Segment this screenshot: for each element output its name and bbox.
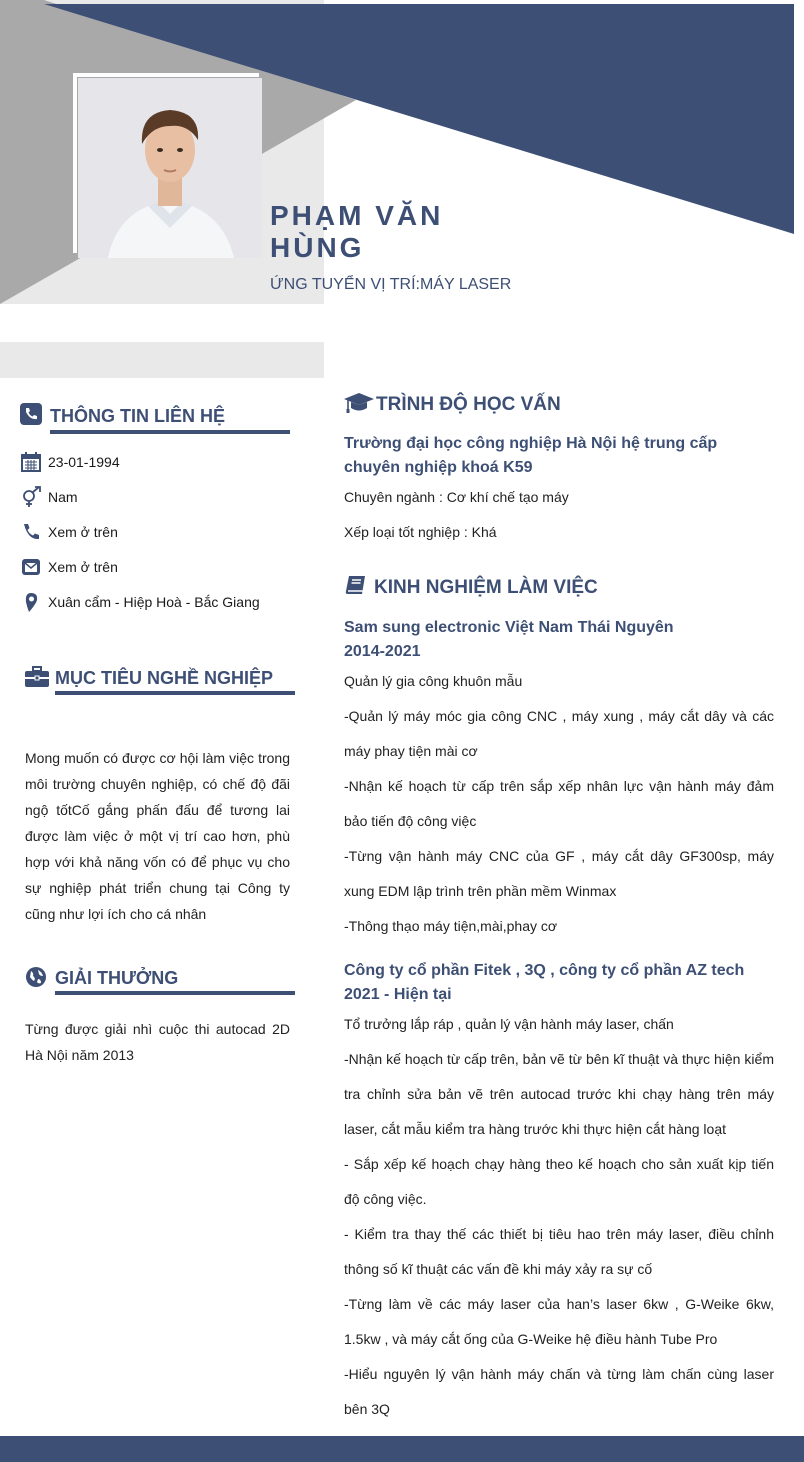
contact-address: [20, 590, 260, 614]
envelope-icon: [20, 556, 42, 578]
contact-phone-text: Xem ở trên: [48, 524, 118, 540]
job-company: Sam sung electronic Việt Nam Thái Nguyên: [344, 619, 674, 636]
awards-text: Từng được giải nhì cuộc thi autocad 2D Hà Nội năm 2013: [25, 1021, 290, 1063]
graduation-cap-icon: [344, 391, 374, 415]
job-line: -Quản lý máy móc gia công CNC , máy xung , máy cắt dây và các máy phay tiện mài cơ: [344, 708, 774, 759]
objective-text: Mong muốn có được cơ hội làm việc trong môi trường chuyên nghiệp, có chế độ đãi ngộ tốtCố gắng phấn đấu để tương lai được làm việc ở một vị trí cao hơn, phù hợp với khả năng vốn có để phục vụ cho sự nghiệp phát triển chung tại Công ty cũng như lợi ích cho cá nhân: [25, 750, 290, 922]
globe-icon: [25, 966, 47, 988]
calendar-icon: [20, 451, 42, 473]
job-line: - Kiểm tra thay thế các thiết bị tiêu hao trên máy laser, điều chỉnh thông số kĩ thuật các vấn đề khi máy xảy ra sự cố: [344, 1226, 774, 1277]
candidate-name-line2: HÙNG: [270, 232, 365, 263]
job-line: -Từng làm về các máy laser của han’s laser 6kw , G-Weike 6kw, 1.5kw , và máy cắt ống của G-Weike hệ điều hành Tube Pro: [344, 1296, 774, 1347]
job-company: Công ty cổ phần Fitek , 3Q , công ty cổ phần AZ tech: [344, 962, 745, 979]
contact-gender: [20, 485, 78, 509]
contact-email: [20, 555, 118, 579]
education-block: [344, 432, 774, 550]
job-line: Tổ trưởng lắp ráp , quản lý vận hành máy laser, chấn: [344, 1016, 674, 1032]
experience-section-title: KINH NGHIỆM LÀM VIỆC: [374, 577, 598, 598]
gender-icon: [20, 486, 42, 508]
phone-square-icon: [20, 403, 42, 425]
objective-section-rule: [55, 691, 295, 695]
contact-birthdate: [20, 450, 120, 474]
education-line: Chuyên ngành : Cơ khí chế tạo máy: [344, 489, 569, 505]
footer-bar: [0, 1436, 804, 1462]
contact-address-text: Xuân cẩm - Hiệp Hoà - Bắc Giang: [48, 594, 260, 610]
candidate-name-line1: PHẠM VĂN: [270, 200, 444, 231]
job-line: - Sắp xếp kế hoạch chạy hàng theo kế hoạch cho sản xuất kịp tiến độ công việc.: [344, 1156, 774, 1207]
profile-photo: [78, 78, 262, 258]
job-line: -Từng vận hành máy CNC của GF , máy cắt dây GF300sp, máy xung EDM lập trình trên phần mềm Winmax: [344, 848, 774, 899]
contact-birthdate-text: 23-01-1994: [48, 454, 120, 470]
contact-phone: [20, 520, 118, 544]
contact-section-rule: [50, 430, 290, 434]
job-line: -Nhận kế hoạch từ cấp trên, bản vẽ từ bên kĩ thuật và thực hiện kiểm tra chỉnh sửa bản vẽ trên autocad trước khi chạy hàng trên máy laser, cắt mẫu kiểm tra hàng trước khi thực hiện cắt hàng loạt: [344, 1051, 774, 1137]
contact-gender-text: Nam: [48, 489, 78, 505]
job-period: 2021 - Hiện tại: [344, 986, 452, 1003]
awards-section-title: GIẢI THƯỞNG: [55, 968, 179, 988]
education-section-title: TRÌNH ĐỘ HỌC VẤN: [376, 394, 561, 415]
contact-email-text: Xem ở trên: [48, 559, 118, 575]
experience-job-1: [344, 616, 774, 944]
education-line: Xếp loại tốt nghiệp : Khá: [344, 524, 497, 540]
book-icon: [344, 574, 368, 598]
awards-section-rule: [55, 991, 295, 995]
job-line: -Hiểu nguyên lý vận hành máy chấn và từng làm chấn cùng laser bên 3Q: [344, 1366, 774, 1417]
briefcase-icon: [25, 666, 49, 688]
name-block: [270, 200, 511, 294]
applied-position: ỨNG TUYỂN VỊ TRÍ:MÁY LASER: [270, 276, 512, 293]
objective-section-title: MỤC TIÊU NGHỀ NGHIỆP: [55, 668, 274, 688]
phone-icon: [20, 521, 42, 543]
job-period: 2014-2021: [344, 643, 421, 660]
contact-section-title: THÔNG TIN LIÊN HỆ: [50, 406, 225, 426]
job-line: -Nhận kế hoạch từ cấp trên sắp xếp nhân lực vận hành máy đảm bảo tiến độ công việc: [344, 778, 774, 829]
map-pin-icon: [20, 591, 42, 613]
education-school: Trường đại học công nghiệp Hà Nội hệ trung cấp chuyên nghiệp khoá K59: [344, 435, 718, 476]
left-gray-band: [0, 342, 324, 378]
experience-job-2: [344, 959, 774, 1427]
job-line: -Thông thạo máy tiện,mài,phay cơ: [344, 918, 558, 934]
job-line: Quản lý gia công khuôn mẫu: [344, 673, 523, 689]
